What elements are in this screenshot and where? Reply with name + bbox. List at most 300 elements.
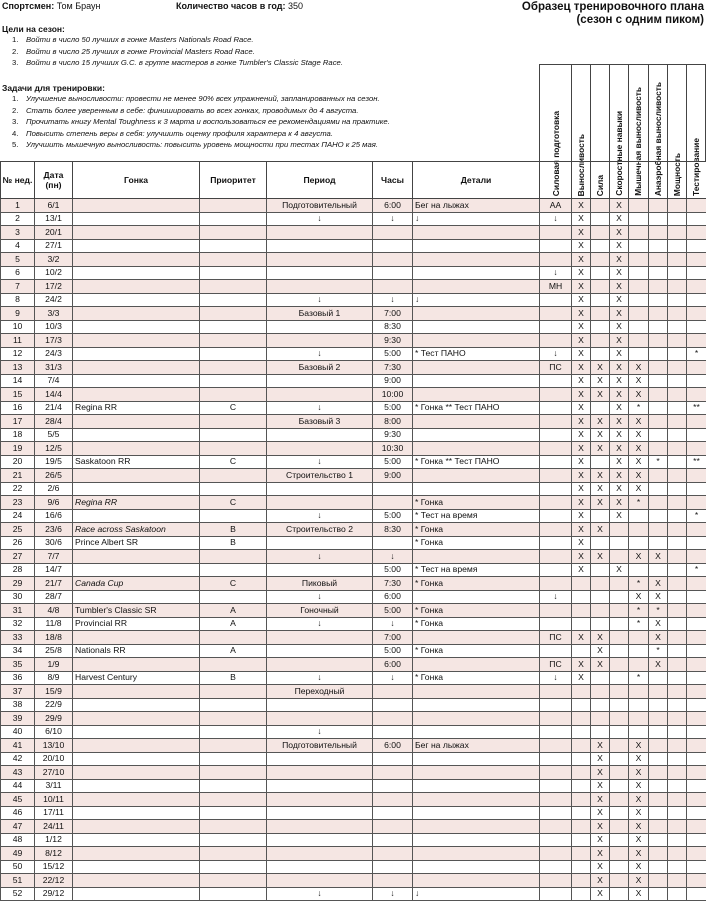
- table-row: [1, 388, 706, 402]
- speed-cell: X: [610, 482, 629, 496]
- race-cell: [73, 590, 200, 604]
- testing-cell: [687, 874, 706, 888]
- power-cell: [668, 779, 687, 793]
- hours-cell: 5:00: [373, 347, 413, 361]
- period-cell: Базовый 1: [267, 307, 373, 321]
- details-cell: [413, 428, 540, 442]
- period-cell: ↓: [267, 671, 373, 685]
- objectives-list: [12, 93, 390, 151]
- testing-cell: [687, 239, 706, 253]
- week-cell: 4: [1, 239, 35, 253]
- testing-cell: [687, 766, 706, 780]
- table-row: [1, 590, 706, 604]
- endurance-cell: X: [572, 199, 591, 213]
- speed-cell: X: [610, 347, 629, 361]
- col-period: Период: [267, 162, 373, 199]
- speed-cell: [610, 874, 629, 888]
- force-cell: [591, 712, 610, 726]
- endurance-cell: X: [572, 293, 591, 307]
- hours-cell: 7:00: [373, 307, 413, 321]
- date-cell: 18/8: [35, 631, 73, 645]
- force-cell: X: [591, 793, 610, 807]
- race-cell: [73, 469, 200, 483]
- speed-cell: [610, 752, 629, 766]
- power-cell: [668, 266, 687, 280]
- details-cell: [413, 361, 540, 375]
- race-cell: Race across Saskatoon: [73, 523, 200, 537]
- testing-cell: [687, 833, 706, 847]
- objectives-heading: Задачи для тренировки:: [2, 83, 105, 93]
- force-cell: [591, 347, 610, 361]
- table-row: [1, 266, 706, 280]
- speed-cell: [610, 779, 629, 793]
- hours-cell: 7:00: [373, 631, 413, 645]
- endurance-cell: X: [572, 307, 591, 321]
- hours-cell: [373, 874, 413, 888]
- col-testing: [687, 162, 706, 199]
- period-cell: Строительство 2: [267, 523, 373, 537]
- strength-cell: [540, 415, 572, 429]
- testing-cell: [687, 212, 706, 226]
- speed-cell: X: [610, 226, 629, 240]
- testing-cell: [687, 536, 706, 550]
- col-week: № нед.: [1, 162, 35, 199]
- testing-cell: [687, 266, 706, 280]
- endurance-cell: X: [572, 428, 591, 442]
- muscular-cell: X: [629, 388, 649, 402]
- anaerobic-cell: [649, 496, 668, 510]
- strength-cell: [540, 766, 572, 780]
- speed-cell: [610, 820, 629, 834]
- force-cell: [591, 455, 610, 469]
- priority-cell: [200, 725, 267, 739]
- strength-cell: [540, 523, 572, 537]
- anaerobic-cell: [649, 793, 668, 807]
- force-cell: X: [591, 469, 610, 483]
- race-cell: [73, 226, 200, 240]
- period-cell: Базовый 2: [267, 361, 373, 375]
- date-cell: 22/9: [35, 698, 73, 712]
- speed-cell: [610, 712, 629, 726]
- race-cell: [73, 887, 200, 901]
- week-cell: 6: [1, 266, 35, 280]
- hours-cell: [373, 536, 413, 550]
- hours-cell: 6:00: [373, 658, 413, 672]
- week-cell: 19: [1, 442, 35, 456]
- goals-heading: Цели на сезон:: [2, 24, 65, 34]
- testing-cell: [687, 793, 706, 807]
- race-cell: [73, 428, 200, 442]
- anaerobic-cell: [649, 266, 668, 280]
- anaerobic-cell: X: [649, 577, 668, 591]
- testing-cell: [687, 361, 706, 375]
- anaerobic-cell: [649, 415, 668, 429]
- muscular-cell: X: [629, 779, 649, 793]
- details-cell: [413, 239, 540, 253]
- col-details: Детали: [413, 162, 540, 199]
- col-divider: [539, 64, 540, 161]
- race-cell: [73, 280, 200, 294]
- strength-cell: [540, 847, 572, 861]
- testing-cell: [687, 887, 706, 901]
- power-cell: [668, 766, 687, 780]
- table-row: [1, 698, 706, 712]
- table-row: [1, 644, 706, 658]
- testing-cell: [687, 482, 706, 496]
- testing-cell: [687, 806, 706, 820]
- race-cell: [73, 563, 200, 577]
- athlete-label: Спортсмен:: [2, 1, 55, 11]
- anaerobic-cell: [649, 307, 668, 321]
- week-cell: 3: [1, 226, 35, 240]
- week-cell: 44: [1, 779, 35, 793]
- strength-cell: ↓: [540, 212, 572, 226]
- details-cell: [413, 388, 540, 402]
- table-row: [1, 860, 706, 874]
- hours-cell: 5:00: [373, 401, 413, 415]
- priority-cell: [200, 685, 267, 699]
- week-cell: 29: [1, 577, 35, 591]
- period-cell: Подготовительный: [267, 739, 373, 753]
- week-cell: 20: [1, 455, 35, 469]
- priority-cell: [200, 550, 267, 564]
- table-row: [1, 347, 706, 361]
- force-cell: X: [591, 874, 610, 888]
- training-plan-table: [0, 161, 706, 901]
- force-cell: X: [591, 550, 610, 564]
- details-cell: [413, 833, 540, 847]
- strength-cell: [540, 401, 572, 415]
- endurance-cell: X: [572, 509, 591, 523]
- week-cell: 37: [1, 685, 35, 699]
- speed-cell: [610, 685, 629, 699]
- muscular-cell: [629, 253, 649, 267]
- date-cell: 1/9: [35, 658, 73, 672]
- endurance-cell: X: [572, 374, 591, 388]
- strength-cell: [540, 320, 572, 334]
- endurance-cell: [572, 820, 591, 834]
- anaerobic-cell: [649, 482, 668, 496]
- strength-cell: [540, 833, 572, 847]
- details-cell: [413, 266, 540, 280]
- testing-cell: [687, 617, 706, 631]
- hours-cell: [373, 266, 413, 280]
- col-race: Гонка: [73, 162, 200, 199]
- speed-cell: [610, 806, 629, 820]
- priority-cell: [200, 766, 267, 780]
- testing-cell: [687, 590, 706, 604]
- power-cell: [668, 415, 687, 429]
- period-cell: [267, 658, 373, 672]
- week-cell: 36: [1, 671, 35, 685]
- table-row: [1, 820, 706, 834]
- strength-cell: [540, 536, 572, 550]
- col-anaerobic-header: Анаэробная выносливость: [653, 81, 663, 196]
- anaerobic-cell: [649, 226, 668, 240]
- endurance-cell: X: [572, 334, 591, 348]
- anaerobic-cell: [649, 334, 668, 348]
- testing-cell: **: [687, 455, 706, 469]
- anaerobic-cell: [649, 428, 668, 442]
- race-cell: [73, 806, 200, 820]
- col-power: [668, 162, 687, 199]
- table-row: [1, 523, 706, 537]
- hours-cell: [373, 766, 413, 780]
- col-speed-header: Скоростные навыки: [614, 111, 624, 196]
- period-cell: Строительство 1: [267, 469, 373, 483]
- muscular-cell: X: [629, 766, 649, 780]
- col-testing-header: Тестирование: [691, 138, 701, 196]
- race-cell: [73, 266, 200, 280]
- hours-line: [176, 1, 303, 11]
- race-cell: [73, 212, 200, 226]
- anaerobic-cell: [649, 874, 668, 888]
- force-cell: [591, 334, 610, 348]
- hours-cell: [373, 482, 413, 496]
- speed-cell: [610, 887, 629, 901]
- muscular-cell: X: [629, 752, 649, 766]
- power-cell: [668, 523, 687, 537]
- hours-label: Количество часов в год:: [176, 1, 286, 11]
- table-row: [1, 725, 706, 739]
- force-cell: X: [591, 482, 610, 496]
- hours-cell: 5:00: [373, 455, 413, 469]
- strength-cell: [540, 550, 572, 564]
- race-cell: [73, 320, 200, 334]
- speed-cell: X: [610, 199, 629, 213]
- date-cell: 16/6: [35, 509, 73, 523]
- force-cell: X: [591, 779, 610, 793]
- race-cell: [73, 293, 200, 307]
- period-cell: [267, 266, 373, 280]
- power-cell: [668, 401, 687, 415]
- muscular-cell: [629, 239, 649, 253]
- speed-cell: X: [610, 388, 629, 402]
- col-endurance-header: Выносливость: [576, 133, 586, 196]
- details-cell: [413, 482, 540, 496]
- details-cell: [413, 374, 540, 388]
- week-cell: 48: [1, 833, 35, 847]
- week-cell: 28: [1, 563, 35, 577]
- strength-cell: ↓: [540, 590, 572, 604]
- date-cell: 13/1: [35, 212, 73, 226]
- speed-cell: X: [610, 212, 629, 226]
- testing-cell: [687, 739, 706, 753]
- date-cell: 19/5: [35, 455, 73, 469]
- power-cell: [668, 469, 687, 483]
- anaerobic-cell: [649, 563, 668, 577]
- athlete-name: Том Браун: [56, 1, 101, 11]
- table-row: [1, 658, 706, 672]
- table-row: [1, 536, 706, 550]
- speed-cell: [610, 536, 629, 550]
- date-cell: 2/6: [35, 482, 73, 496]
- endurance-cell: [572, 739, 591, 753]
- muscular-cell: X: [629, 374, 649, 388]
- strength-cell: [540, 482, 572, 496]
- hours-cell: [373, 847, 413, 861]
- priority-cell: [200, 442, 267, 456]
- priority-cell: [200, 226, 267, 240]
- force-cell: [591, 199, 610, 213]
- table-row: [1, 685, 706, 699]
- testing-cell: [687, 428, 706, 442]
- week-cell: 43: [1, 766, 35, 780]
- table-row: [1, 833, 706, 847]
- strength-cell: [540, 725, 572, 739]
- race-cell: [73, 860, 200, 874]
- force-cell: [591, 226, 610, 240]
- strength-cell: [540, 334, 572, 348]
- testing-cell: [687, 604, 706, 618]
- muscular-cell: [629, 280, 649, 294]
- period-cell: [267, 428, 373, 442]
- col-power-header: Мощность: [672, 152, 682, 196]
- objective-item: 2. Стать более уверенным в себе: финишировать во всех гонках, проводимых до 4 августа.: [12, 105, 359, 115]
- strength-cell: [540, 226, 572, 240]
- testing-cell: [687, 712, 706, 726]
- testing-cell: *: [687, 509, 706, 523]
- date-cell: 20/1: [35, 226, 73, 240]
- power-cell: [668, 874, 687, 888]
- objective-item: 1. Улучшение выносливости: провести не менее 90% всех упражнений, запланированных на сезон.: [12, 94, 380, 103]
- details-cell: ↓: [413, 212, 540, 226]
- date-cell: 29/9: [35, 712, 73, 726]
- hours-cell: 5:00: [373, 509, 413, 523]
- table-row: [1, 793, 706, 807]
- testing-cell: [687, 293, 706, 307]
- force-cell: [591, 604, 610, 618]
- strength-cell: ПС: [540, 658, 572, 672]
- date-cell: 11/8: [35, 617, 73, 631]
- details-cell: * Гонка: [413, 577, 540, 591]
- priority-cell: C: [200, 496, 267, 510]
- period-cell: [267, 874, 373, 888]
- force-cell: [591, 671, 610, 685]
- testing-cell: [687, 644, 706, 658]
- period-cell: [267, 482, 373, 496]
- testing-cell: [687, 199, 706, 213]
- strength-cell: MH: [540, 280, 572, 294]
- force-cell: [591, 320, 610, 334]
- speed-cell: [610, 860, 629, 874]
- week-cell: 13: [1, 361, 35, 375]
- hours-cell: [373, 752, 413, 766]
- force-cell: [591, 509, 610, 523]
- testing-cell: [687, 469, 706, 483]
- race-cell: Regina RR: [73, 496, 200, 510]
- details-cell: [413, 698, 540, 712]
- date-cell: 27/10: [35, 766, 73, 780]
- power-cell: [668, 617, 687, 631]
- week-cell: 16: [1, 401, 35, 415]
- anaerobic-cell: [649, 401, 668, 415]
- race-cell: [73, 334, 200, 348]
- endurance-cell: [572, 604, 591, 618]
- power-cell: [668, 820, 687, 834]
- week-cell: 31: [1, 604, 35, 618]
- race-cell: [73, 833, 200, 847]
- race-cell: Provincial RR: [73, 617, 200, 631]
- date-cell: 15/12: [35, 860, 73, 874]
- speed-cell: X: [610, 428, 629, 442]
- details-cell: [413, 847, 540, 861]
- speed-cell: X: [610, 415, 629, 429]
- force-cell: [591, 577, 610, 591]
- muscular-cell: [629, 536, 649, 550]
- priority-cell: [200, 199, 267, 213]
- testing-cell: **: [687, 401, 706, 415]
- anaerobic-cell: [649, 698, 668, 712]
- speed-cell: X: [610, 266, 629, 280]
- muscular-cell: [629, 698, 649, 712]
- hours-cell: [373, 685, 413, 699]
- power-cell: [668, 374, 687, 388]
- anaerobic-cell: [649, 725, 668, 739]
- power-cell: [668, 644, 687, 658]
- hours-cell: 8:30: [373, 320, 413, 334]
- testing-cell: *: [687, 563, 706, 577]
- force-cell: X: [591, 631, 610, 645]
- speed-cell: [610, 833, 629, 847]
- priority-cell: [200, 658, 267, 672]
- testing-cell: [687, 334, 706, 348]
- endurance-cell: [572, 874, 591, 888]
- details-cell: [413, 712, 540, 726]
- date-cell: 24/11: [35, 820, 73, 834]
- priority-cell: [200, 590, 267, 604]
- speed-cell: [610, 631, 629, 645]
- power-cell: [668, 280, 687, 294]
- force-cell: X: [591, 820, 610, 834]
- power-cell: [668, 739, 687, 753]
- force-cell: X: [591, 860, 610, 874]
- endurance-cell: X: [572, 320, 591, 334]
- priority-cell: [200, 631, 267, 645]
- endurance-cell: X: [572, 442, 591, 456]
- speed-cell: [610, 644, 629, 658]
- goals-list: [12, 34, 343, 69]
- col-strength: [540, 162, 572, 199]
- hours-cell: 7:30: [373, 577, 413, 591]
- period-cell: [267, 793, 373, 807]
- week-cell: 42: [1, 752, 35, 766]
- details-cell: [413, 442, 540, 456]
- force-cell: X: [591, 739, 610, 753]
- hours-cell: [373, 280, 413, 294]
- muscular-cell: [629, 226, 649, 240]
- strength-cell: ПС: [540, 631, 572, 645]
- muscular-cell: X: [629, 469, 649, 483]
- details-cell: [413, 766, 540, 780]
- endurance-cell: [572, 685, 591, 699]
- power-cell: [668, 239, 687, 253]
- details-cell: [413, 307, 540, 321]
- date-cell: 24/3: [35, 347, 73, 361]
- anaerobic-cell: [649, 820, 668, 834]
- muscular-cell: *: [629, 671, 649, 685]
- table-row: [1, 212, 706, 226]
- priority-cell: [200, 334, 267, 348]
- muscular-cell: [629, 307, 649, 321]
- date-cell: 17/2: [35, 280, 73, 294]
- speed-cell: [610, 766, 629, 780]
- details-cell: [413, 226, 540, 240]
- details-cell: ↓: [413, 293, 540, 307]
- details-cell: [413, 631, 540, 645]
- speed-cell: [610, 604, 629, 618]
- period-cell: ↓: [267, 617, 373, 631]
